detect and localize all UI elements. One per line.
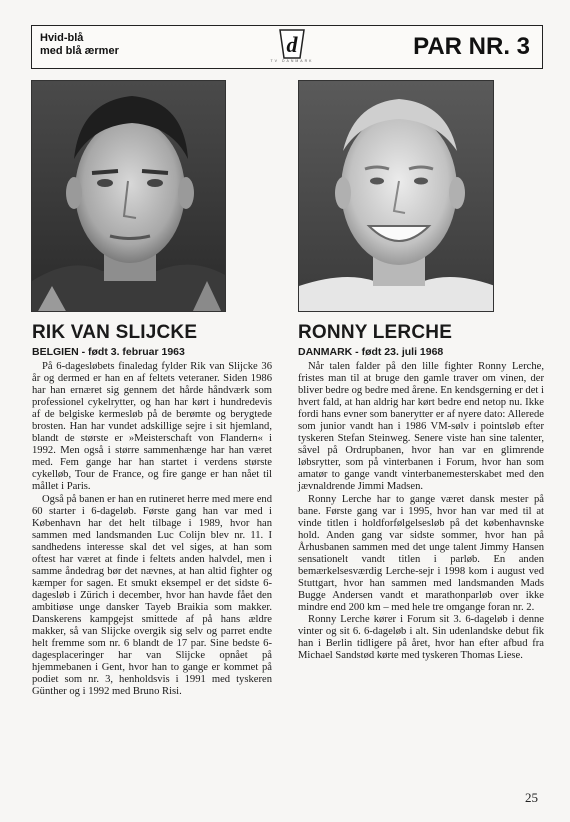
rider-bio bbox=[32, 361, 272, 698]
rider-photo-left bbox=[31, 80, 226, 312]
tv-danmark-logo-icon bbox=[270, 28, 314, 62]
rider-info: DANMARK - født 23. juli 1968 bbox=[298, 346, 444, 358]
rider-column-right bbox=[298, 322, 544, 662]
rider-photo-right bbox=[298, 80, 494, 312]
team-colors bbox=[40, 32, 119, 58]
bio-paragraph: Når talen falder på den lille fighter Ronny Lerche, fristes man til at bruge den gamle traver om vinen, der bliver bedre og bedre med årene. En kendsgerning er det i hvert fald, at han aldrig har kørt bedre end netop nu. Ikke fordi hans evner som banerytter er af nyere dato: Allerede som junior vandt han i 1986 VM-sølv i pointsløb efter tyskeren Stefan Steinweg. Senere viste han sine talenter, såvel på Ordrupbanen, hvor han var en glimrende løbsrytter, som på vinterbanen i Forum, hvor han som amatør to gange vandt vinterbanemesterskabet med den jævnaldrende Jimmi Madsen. bbox=[298, 361, 544, 493]
svg-text:d: d bbox=[286, 32, 298, 57]
bio-paragraph: På 6-dagesløbets finaledag fylder Rik van Slijcke 36 år og dermed er han en af feltets veteraner. Siden 1986 har han ernæret sig gennem det hårde håndværk som professionel cykelrytter, og han har kørt i hundredevis af de belgiske kermesløb på de berømte og berygtede brosten. Han har vundet adskillige sejre i sit hjemland, blandt de største er »Meisterschaft von Flandern« i 1992. Men også i større sammenhænge har han været med. Fem gange har han startet i verdens største cykelløb, Tour de France, og fire gange er han nået til mållet i Paris. bbox=[32, 361, 272, 493]
team-colors-line-1: Hvid-blå bbox=[40, 32, 84, 44]
bio-paragraph: Også på banen er han en rutineret herre med mere end 60 starter i 6-dageløb. Første gang han var med i København har det helt tilbage i 1989, hvor han sammen med landsmanden Luc Colijn blev nr. 11. I sandhedens interesse skal det vel siges, at han som oftest har været at finde i feltets anden halvdel, men i samme åndedrag bør det nævnes, at han altid fighter og kæmper for sagen. Et smukt eksempel er det sidste 6-dagesløb i Zürich i december, hvor han havde fået den ambitiøse unge dansker Tayeb Braikia som makker. Danskerens kampgejst smittede af på hans ældre makker, så van Slijcke overgik sig selv og parret endte helt fremme som nr. 6 blandt de 17 par. Sine bedste 6-dagesplaceringer har van Slijcke opnået på hjemmebanen i Gent, hvor han to gange er kommet på podiet som nr. 3, henholdsvis i 1991 med tyskeren Günther og i 1992 med Bruno Risi. bbox=[32, 493, 272, 698]
bio-paragraph: Ronny Lerche har to gange været dansk mester på bane. Første gang var i 1995, hvor han var med til at vinde titlen i holdforfølgelsesløb på det københavnske hold. Anden gang var sidste sommer, hvor han på Århusbanen sammen med det unge talent Jimmy Hansen sensationelt vandt titlen i parløb. En anden bemærkelsesværdig Lerche-sejr i 1998 kom i august ved Stuttgart, hvor han sammen med landsmanden Mads Bugge Andersen vandt et marathonparløb over ikke mindre end 200 km – med hele tre omgange foran nr. 2. bbox=[298, 493, 544, 613]
bio-paragraph: Ronny Lerche kører i Forum sit 3. 6-dageløb i denne vinter og sit 6. 6-dageløb i alt. Sin udenlandske debut fik han i Berlin tidligere på året, hvor han efter afbud fra Michael Sandstød kørte med tyskeren Thomas Liese. bbox=[298, 613, 544, 662]
header-box bbox=[31, 25, 543, 69]
rider-name: RONNY LERCHE bbox=[298, 322, 453, 343]
page-number: 25 bbox=[525, 790, 538, 805]
pair-title: PAR NR. 3 bbox=[413, 33, 530, 60]
rider-column-left bbox=[32, 322, 272, 698]
rider-bio bbox=[298, 361, 544, 662]
rider-info: BELGIEN - født 3. februar 1963 bbox=[32, 346, 185, 358]
logo-subtext: TV DANMARK bbox=[270, 59, 314, 63]
team-colors-line-2: med blå ærmer bbox=[40, 45, 119, 57]
rider-name: RIK VAN SLIJCKE bbox=[32, 322, 198, 343]
